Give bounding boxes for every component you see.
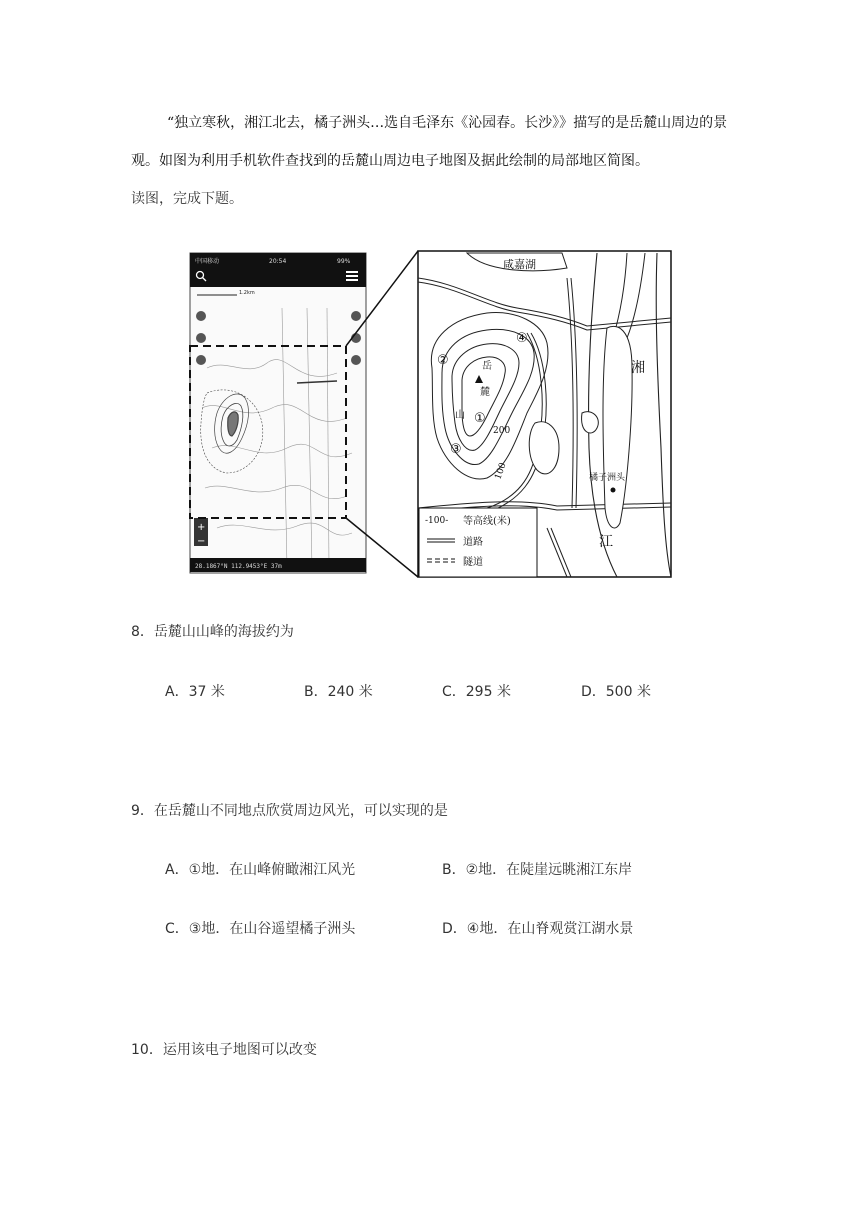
island-point	[611, 488, 616, 493]
island-label: 橘子洲头	[589, 473, 626, 483]
share-icon[interactable]	[351, 355, 361, 365]
legend-contour-label: 等高线(米)	[463, 516, 511, 527]
phone-screenshot	[190, 253, 366, 573]
zoom-in-button[interactable]: +	[197, 522, 206, 533]
peak-label-3: 山	[455, 410, 465, 421]
menu-icon[interactable]	[346, 271, 358, 281]
zoom-controls[interactable]	[194, 518, 208, 547]
map-legend	[419, 508, 537, 577]
river-label-jiang: 江	[599, 534, 613, 550]
pond-1	[529, 422, 559, 474]
q8-option-a[interactable]: A．37 米	[165, 684, 225, 700]
sketch-map	[418, 251, 671, 577]
q9-option-d[interactable]: D．④地．在山脊观赏江湖水景	[442, 921, 634, 937]
compass-icon[interactable]	[196, 333, 206, 343]
marker-2: ②	[437, 353, 449, 368]
legend-contour-sample: -100-	[425, 516, 449, 526]
intro-line-3: 读图，完成下题。	[131, 191, 243, 207]
legend-road-label: 道路	[463, 537, 483, 548]
status-battery: 99%	[337, 258, 351, 265]
q9-option-c[interactable]: C．③地．在山谷遥望橘子洲头	[165, 921, 356, 937]
scale-label: 1.2km	[239, 290, 255, 296]
q8-option-c[interactable]: C．295 米	[442, 684, 511, 700]
route-icon[interactable]	[351, 311, 361, 321]
q9-option-a[interactable]: A．①地．在山峰俯瞰湘江风光	[165, 862, 356, 878]
zoom-out-button[interactable]: −	[197, 536, 206, 547]
intro-line-1: “独立寒秋，湘江北去，橘子洲头…选自毛泽东《沁园春。长沙》》描写的是岳麓山周	[167, 115, 686, 131]
location-icon[interactable]	[196, 355, 206, 365]
peak-label-2: 麓	[480, 387, 490, 398]
intro-paragraph	[131, 104, 736, 218]
river-label-xiang: 湘	[631, 360, 645, 376]
status-carrier: 中国移动	[195, 258, 220, 265]
legend-tunnel-label: 隧道	[463, 557, 483, 568]
marker-4: ④	[516, 331, 528, 346]
intro-line-2: 边的景观。如图为利用手机软件查找到的岳麓山周边电子地图及据此绘制的局部地区简图。	[131, 115, 728, 169]
status-time: 20:54	[269, 258, 287, 265]
q8-option-b[interactable]: B．240 米	[304, 684, 373, 700]
marker-1: ①	[474, 411, 486, 426]
q9-stem: 9．在岳麓山不同地点欣赏周边风光，可以实现的是	[131, 803, 448, 819]
coords-readout: 28.1867°N 112.9453°E 37m	[195, 563, 282, 570]
contour-100-label: 100	[493, 461, 509, 482]
q8-stem: 8．岳麓山山峰的海拔约为	[131, 624, 294, 640]
q9-option-b[interactable]: B．②地．在陡崖远眺湘江东岸	[442, 862, 633, 878]
map-figure-svg	[187, 248, 674, 580]
marker-3: ③	[450, 442, 462, 457]
q8-option-d[interactable]: D．500 米	[581, 684, 651, 700]
layers-icon[interactable]	[196, 311, 206, 321]
lake-label: 咸嘉湖	[503, 258, 536, 271]
peak-label-1: 岳	[482, 361, 492, 372]
pond-2	[582, 412, 599, 433]
q10-stem: 10．运用该电子地图可以改变	[131, 1042, 317, 1058]
map-figure	[187, 248, 674, 580]
contour-200-label: 200	[493, 426, 511, 436]
